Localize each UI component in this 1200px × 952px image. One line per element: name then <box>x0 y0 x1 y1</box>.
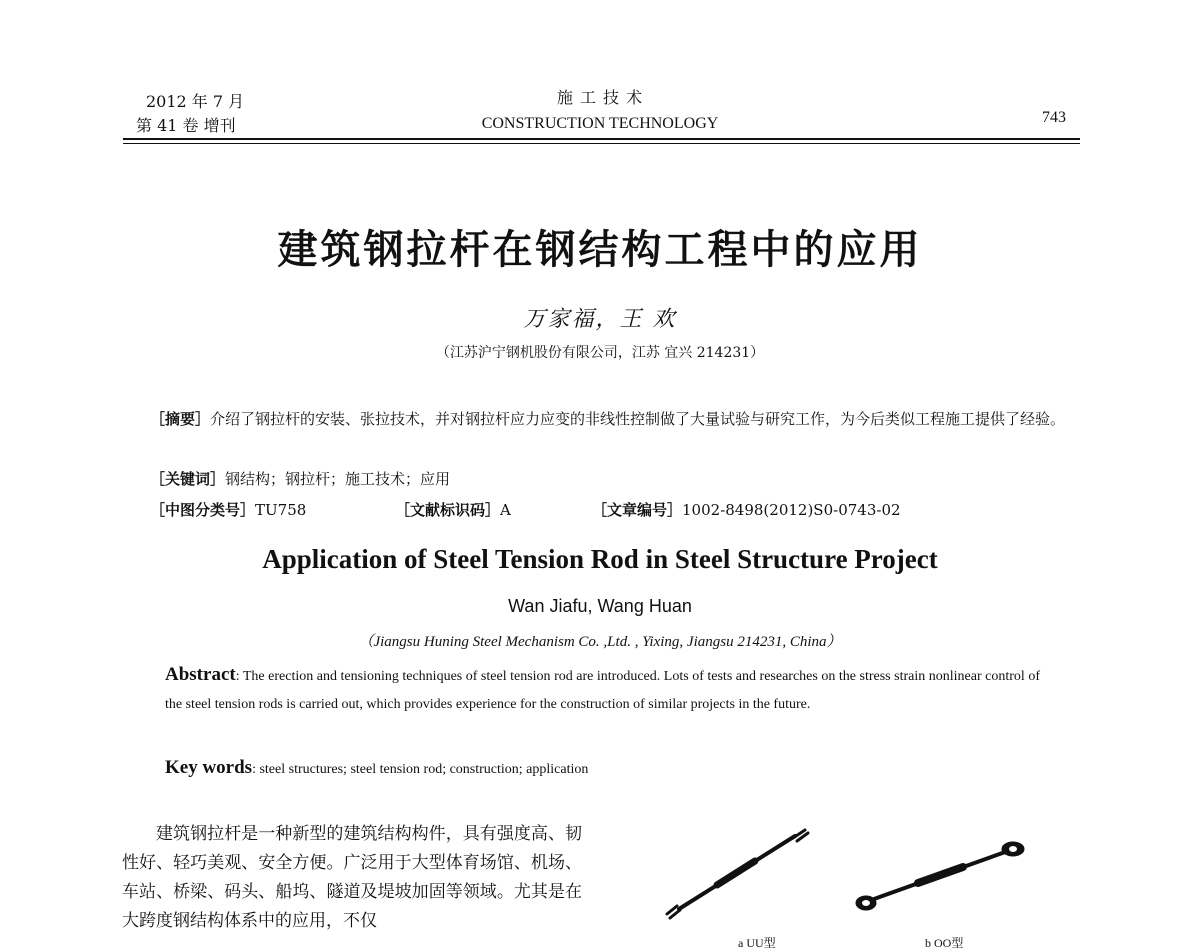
header-rule-thick <box>123 138 1080 140</box>
body-paragraph: 建筑钢拉杆是一种新型的建筑结构构件，具有强度高、韧性好、轻巧美观、安全方便。广泛用于大型体育场馆、机场、车站、桥梁、码头、船坞、隧道及堤坡加固等领域。尤其是在大跨度钢结构体系中的应用，不仅 <box>122 824 582 931</box>
clc-label: ［中图分类号］ <box>150 501 256 519</box>
figure-uu-rod <box>655 822 820 922</box>
keywords-cn-text: 钢结构；钢拉杆；施工技术；应用 <box>225 470 451 488</box>
keywords-en-text: : steel structures; steel tension rod; construction; application <box>252 762 589 777</box>
header-rule-thin <box>123 143 1080 144</box>
clc-number <box>150 496 400 524</box>
keywords-en-label: Key words <box>165 757 253 778</box>
header-journal-en: CONSTRUCTION TECHNOLOGY <box>481 115 719 132</box>
abstract-en-label: Abstract <box>165 664 236 685</box>
header-journal-cn: 施 工 技 术 <box>556 88 644 107</box>
figure-caption-b: b OO型 <box>925 936 964 950</box>
article-id-value: 1002-8498(2012)S0-0743-02 <box>682 501 901 519</box>
header-date: 2012 年 7 月 <box>146 92 245 111</box>
doc-code <box>395 496 595 524</box>
article-id <box>592 496 1012 524</box>
clc-value: TU758 <box>255 501 307 519</box>
abstract-en-text: : The erection and tensioning techniques of steel tension rod are introduced. Lots of tests and researches on the stress strain nonlinear control of the steel tension rods is carried out, which provides experience for the construction of similar projects in the future. <box>165 669 1040 712</box>
keywords-cn <box>150 465 1070 493</box>
title-en: Application of Steel Tension Rod in Steel Structure Project <box>262 544 938 574</box>
abstract-cn-label: ［摘要］ <box>150 410 211 428</box>
page-title: 建筑钢拉杆在钢结构工程中的应用 <box>277 226 923 273</box>
header-volume: 第 41 卷 增刊 <box>136 116 236 135</box>
affiliation-cn: （江苏沪宁钢机股份有限公司，江苏 宜兴 214231） <box>435 345 765 361</box>
article-id-label: ［文章编号］ <box>592 501 683 519</box>
doc-code-label: ［文献标识码］ <box>395 501 501 519</box>
affiliation-en: （Jiangsu Huning Steel Mechanism Co. ,Ltd. , Yixing, Jiangsu 214231, China） <box>358 634 842 650</box>
authors-en: Wan Jiafu, Wang Huan <box>508 596 692 616</box>
figure-caption-a: a UU型 <box>738 936 776 950</box>
abstract-cn <box>150 405 1070 433</box>
abstract-en <box>165 661 1040 719</box>
authors-cn: 万家福，王 欢 <box>523 307 677 332</box>
keywords-en <box>165 754 1040 784</box>
abstract-cn-text: 介绍了钢拉杆的安装、张拉技术，并对钢拉杆应力应变的非线性控制做了大量试验与研究工作，为今后类似工程施工提供了经验。 <box>210 410 1066 428</box>
page-number: 743 <box>1042 109 1066 126</box>
figure-oo-rod <box>848 835 1028 915</box>
keywords-cn-label: ［关键词］ <box>150 470 226 488</box>
doc-code-value: A <box>500 501 511 519</box>
